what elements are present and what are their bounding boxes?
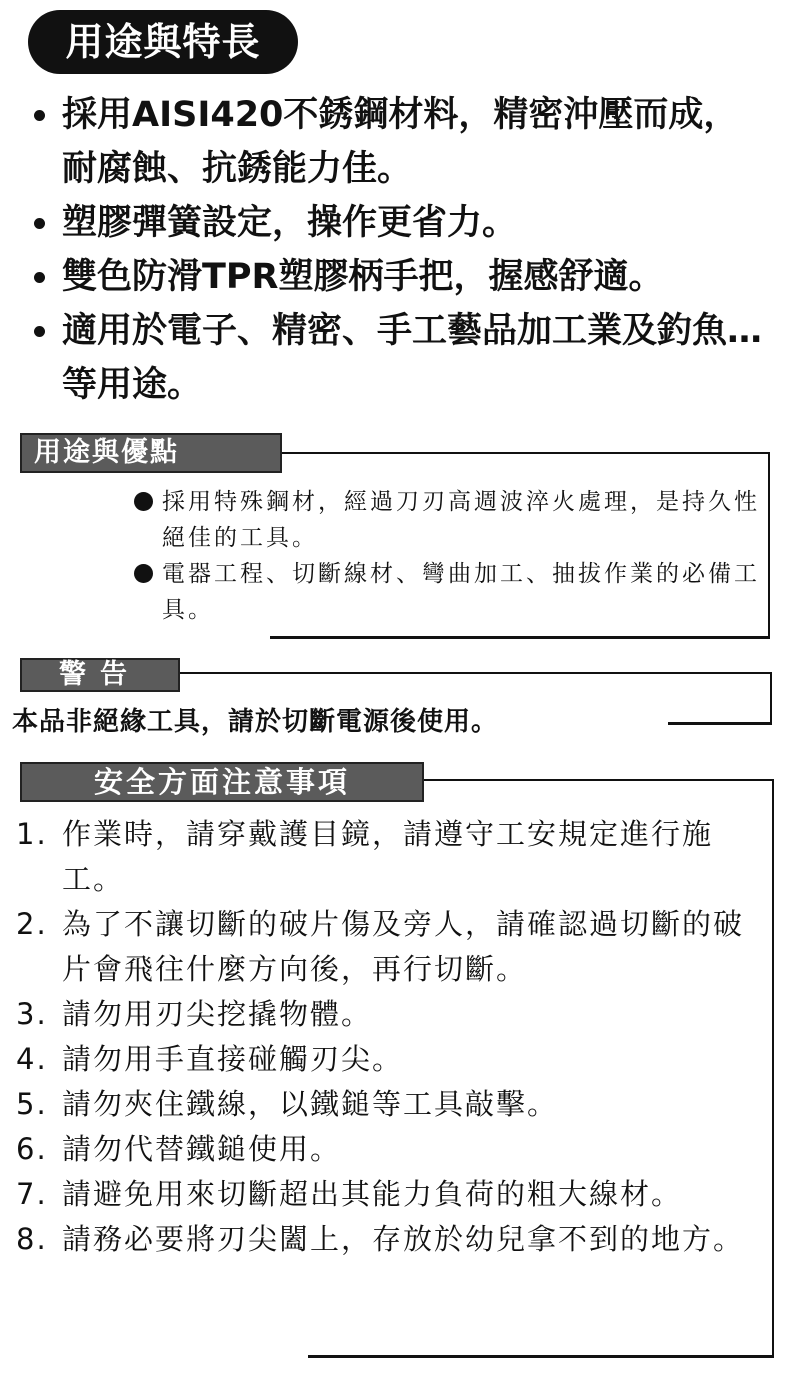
safety-item: [16, 992, 766, 1037]
safety-item: [16, 1172, 766, 1217]
safety-item-number: 3.: [16, 997, 48, 1031]
advantage-item: [132, 484, 762, 556]
feature-text: 採用AISI420不銹鋼材料，精密沖壓而成，耐腐蝕、抗銹能力佳。: [62, 95, 739, 189]
advantage-text: 採用特殊鋼材，經過刀刃高週波淬火處理，是持久性絕佳的工具。: [162, 489, 760, 551]
safety-frame-bottom-line: [308, 1355, 774, 1358]
safety-item-text: 請勿代替鐵鎚使用。: [62, 1132, 342, 1166]
advantages-list: [132, 484, 762, 628]
bullet-icon: [134, 492, 153, 511]
features-title: 用途與特長: [28, 10, 298, 74]
warning-frame-bottom-line: [668, 722, 772, 725]
bullet-icon: [34, 218, 45, 229]
feature-text: 塑膠彈簧設定，操作更省力。: [62, 203, 518, 243]
safety-item-text: 請勿用手直接碰觸刃尖。: [62, 1042, 404, 1076]
safety-item: [16, 1082, 766, 1127]
safety-item-number: 8.: [16, 1222, 48, 1256]
feature-item: [30, 250, 770, 304]
safety-item-text: 作業時，請穿戴護目鏡，請遵守工安規定進行施工。: [62, 817, 714, 896]
safety-item: [16, 1037, 766, 1082]
safety-item: [16, 902, 766, 992]
safety-item-number: 1.: [16, 817, 48, 851]
safety-item-text: 為了不讓切斷的破片傷及旁人，請確認過切斷的破片會飛往什麼方向後，再行切斷。: [62, 907, 745, 986]
feature-text: 雙色防滑TPR塑膠柄手把，握感舒適。: [62, 257, 664, 297]
warning-title: 警告: [20, 658, 180, 692]
safety-item-number: 6.: [16, 1132, 48, 1166]
bullet-icon: [34, 272, 45, 283]
bullet-icon: [34, 326, 45, 337]
safety-item: [16, 1127, 766, 1172]
safety-item: [16, 1217, 766, 1262]
feature-text: 適用於電子、精密、手工藝品加工業及釣魚…等用途。: [62, 311, 763, 405]
safety-list: [16, 812, 766, 1262]
safety-item-text: 請務必要將刃尖闔上，存放於幼兒拿不到的地方。: [62, 1222, 745, 1256]
bullet-icon: [34, 110, 45, 121]
feature-item: [30, 88, 770, 196]
feature-item: [30, 304, 770, 412]
safety-item-text: 請勿夾住鐵線，以鐵鎚等工具敲擊。: [62, 1087, 559, 1121]
safety-item-number: 5.: [16, 1087, 48, 1121]
safety-title: 安全方面注意事項: [20, 762, 424, 802]
advantages-frame-bottom-line: [270, 636, 770, 639]
safety-item-text: 請勿用刃尖挖撬物體。: [62, 997, 373, 1031]
advantages-title: 用途與優點: [20, 433, 282, 473]
bullet-icon: [134, 564, 153, 583]
safety-item: [16, 812, 766, 902]
advantage-item: [132, 556, 762, 628]
feature-item: [30, 196, 770, 250]
advantage-text: 電器工程、切斷線材、彎曲加工、抽拔作業的必備工具。: [162, 561, 760, 623]
safety-item-number: 2.: [16, 907, 48, 941]
features-list: [30, 88, 770, 412]
warning-text: 本品非絕緣工具，請於切斷電源後使用。: [12, 707, 499, 737]
safety-item-text: 請避免用來切斷超出其能力負荷的粗大線材。: [62, 1177, 683, 1211]
safety-item-number: 7.: [16, 1177, 48, 1211]
safety-item-number: 4.: [16, 1042, 48, 1076]
